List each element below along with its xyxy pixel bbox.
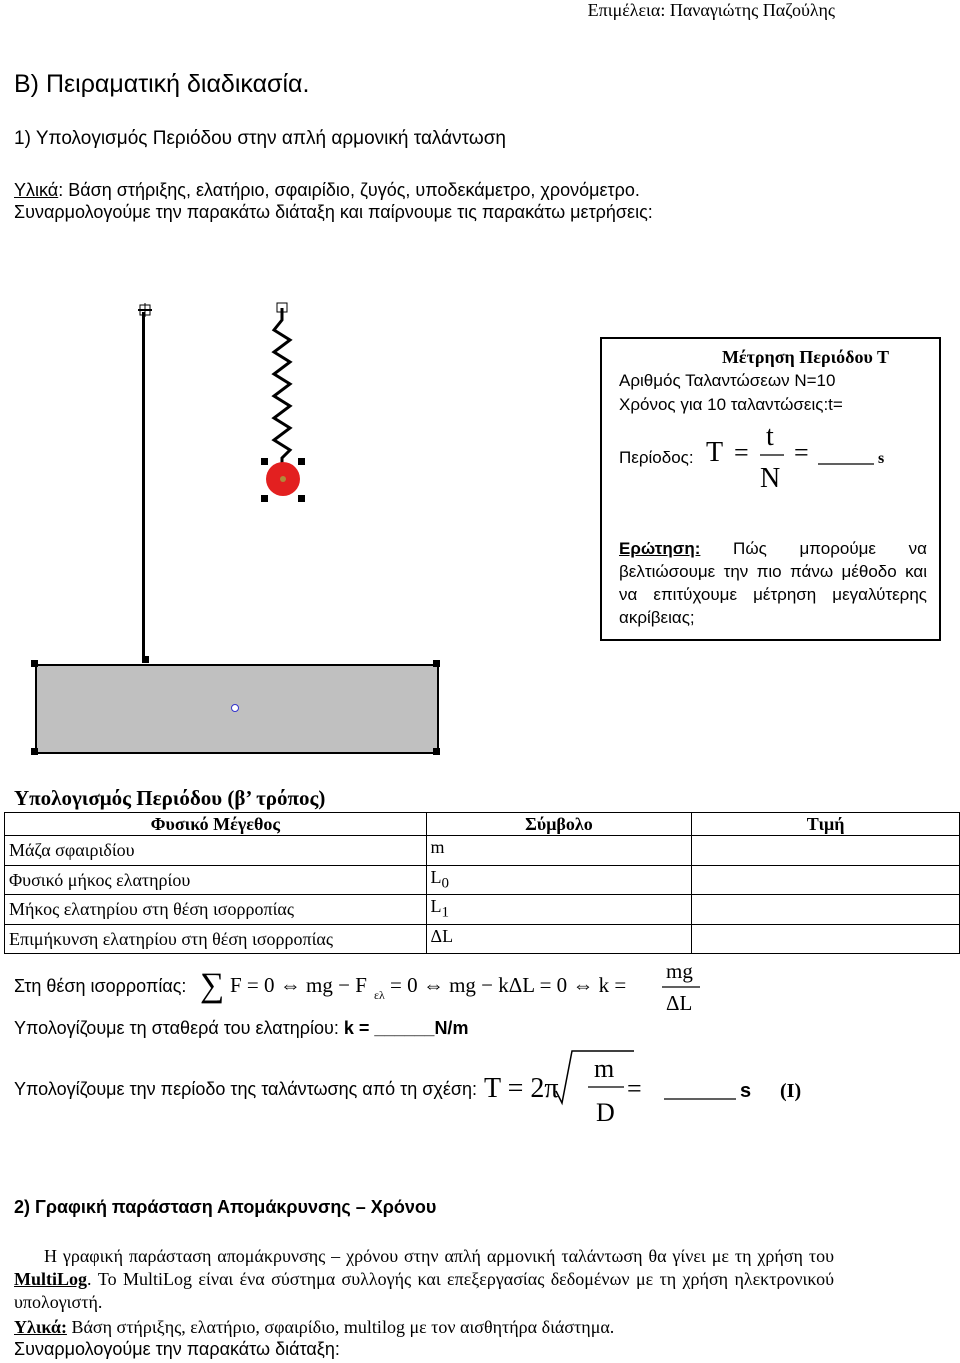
svg-text:ΔL: ΔL [666, 991, 693, 1015]
svg-text:∑: ∑ [200, 967, 225, 1004]
svg-text:F = 0 ⇔ mg − F: F = 0 ⇔ mg − F [230, 973, 367, 997]
table-header: Τιμή [692, 813, 960, 836]
question-label: Ερώτηση: [619, 539, 701, 558]
quantity-cell: Φυσικό μήκος ελατηρίου [5, 865, 427, 895]
svg-text:m: m [594, 1054, 615, 1083]
question-text: Πώς μπορούμε να βελτιώσουμε την πιο πάνω μέθοδο και να επιτύχουμε μέτρηση μεγαλύτερης ακρίβειας; [619, 539, 927, 627]
symbol-cell: ΔL [426, 924, 692, 954]
stand-pole [142, 312, 145, 660]
svg-text:ελ: ελ [374, 988, 385, 1002]
section-title: Β) Πειραματική διαδικασία. [14, 70, 310, 98]
equilibrium-equation [200, 954, 720, 1018]
sphere-handle [261, 495, 268, 502]
time-measurement: Χρόνος για 10 ταλαντώσεις:t= [619, 395, 843, 414]
svg-text:mg: mg [666, 959, 693, 983]
quantities-table [4, 812, 960, 954]
table-header: Σύμβολο [426, 813, 692, 836]
oscillation-count: Αριθμός Ταλαντώσεων Ν=10 [619, 371, 836, 390]
spring-constant-label: Υπολογίζουμε τη σταθερά του ελατηρίου: [14, 1018, 344, 1038]
quantity-cell: Επιμήκυνση ελατηρίου στη θέση ισορροπίας [5, 924, 427, 954]
period-calc-formula [484, 1045, 824, 1135]
sphere-handle [298, 495, 305, 502]
editor-credit: Επιμέλεια: Παναγιώτης Παζούλης [587, 0, 835, 20]
table-row [5, 836, 960, 866]
svg-text:s: s [878, 450, 885, 467]
svg-text:=: = [794, 438, 809, 467]
period-formula [706, 419, 906, 499]
k-blank[interactable]: ______ [374, 1018, 435, 1038]
svg-text:t: t [766, 421, 774, 452]
svg-text:N: N [760, 463, 781, 494]
quantity-cell: Μήκος ελατηρίου στη θέση ισορροπίας [5, 895, 427, 925]
part1-title: 1) Υπολογισμός Περιόδου στην απλή αρμονική ταλάντωση [14, 128, 506, 149]
symbol-cell: m [426, 836, 692, 866]
table-row [5, 865, 960, 895]
part2-materials [14, 1317, 614, 1338]
svg-text:= 0 ⇔ mg − kΔL = 0 ⇔ k =: = 0 ⇔ mg − kΔL = 0 ⇔ k = [390, 973, 627, 997]
svg-text:T = 2π: T = 2π [484, 1073, 559, 1104]
quantity-cell: Μάζα σφαιριδίου [5, 836, 427, 866]
base-handle [433, 660, 440, 667]
svg-text:s: s [740, 1080, 752, 1102]
sphere-handle [298, 458, 305, 465]
table-row [5, 924, 960, 954]
multilog-paragraph: Η γραφική παράσταση απομάκρυνσης – χρόνου στην απλή αρμονική ταλάντωση θα γίνει με τη χρήση του MultiLog. Το MultiLog είναι ένα σύστημα συλλογής και επεξεργασίας δεδομένων με τη χρήση ηλεκτρονικού υπολογιστή. [14, 1246, 834, 1312]
base-handle [31, 748, 38, 755]
spring-constant-line [14, 1018, 468, 1039]
equilibrium-label: Στη θέση ισορροπίας: [14, 976, 187, 996]
base-handle [31, 660, 38, 667]
pole-handle [142, 656, 149, 663]
box-title: Μέτρηση Περιόδου Τ [721, 347, 890, 367]
base-center-marker [231, 704, 239, 712]
sphere-center [280, 476, 286, 482]
k-symbol: k = [343, 1018, 375, 1038]
period-calc-label: Υπολογίζουμε την περίοδο της ταλάντωσης από τη σχέση: [14, 1079, 477, 1099]
table-header-row [5, 813, 960, 836]
value-cell[interactable] [692, 836, 960, 866]
setup-text: Συναρμολογούμε την παρακάτω διάταξη και παίρνουμε τις παρακάτω μετρήσεις: [14, 202, 653, 222]
part2-title: 2) Γραφική παράσταση Απομάκρυνσης – Χρόνου [14, 1197, 437, 1217]
base-handle [433, 748, 440, 755]
table-title: Υπολογισμός Περιόδου (β’ τρόπος) [14, 786, 326, 810]
k-unit: N/m [434, 1018, 469, 1038]
question [619, 537, 927, 629]
materials-text: : Βάση στήριξης, ελατήριο, σφαιρίδιο, ζυγός, υποδεκάμετρο, χρονόμετρο. [58, 180, 640, 200]
spring-icon [262, 300, 302, 470]
table-row [5, 895, 960, 925]
symbol-cell: $L_1$ [426, 895, 692, 925]
materials-line [14, 180, 640, 201]
symbol-cell: $L_0$ [426, 865, 692, 895]
svg-text:(Ι): (Ι) [780, 1080, 802, 1102]
sphere-handle [261, 458, 268, 465]
period-measurement-box [600, 337, 941, 641]
stand-top-marker [135, 300, 155, 320]
multilog-link: MultiLog [14, 1269, 88, 1289]
table-header: Φυσικό Μέγεθος [5, 813, 427, 836]
value-cell[interactable] [692, 865, 960, 895]
svg-text:=: = [734, 438, 749, 467]
svg-text:D: D [596, 1098, 615, 1127]
part2-materials-label: Υλικά: [14, 1317, 67, 1337]
value-cell[interactable] [692, 895, 960, 925]
svg-text:T: T [706, 437, 724, 468]
materials-label: Υλικά [14, 180, 59, 200]
period-label: Περίοδος: [619, 448, 694, 467]
svg-text:=: = [627, 1074, 642, 1103]
value-cell[interactable] [692, 924, 960, 954]
part2-materials-text: Βάση στήριξης, ελατήριο, σφαιρίδιο, multilog με τον αισθητήρα διάστημα. [66, 1317, 615, 1337]
part2-setup-text: Συναρμολογούμε την παρακάτω διάταξη: [14, 1339, 340, 1359]
